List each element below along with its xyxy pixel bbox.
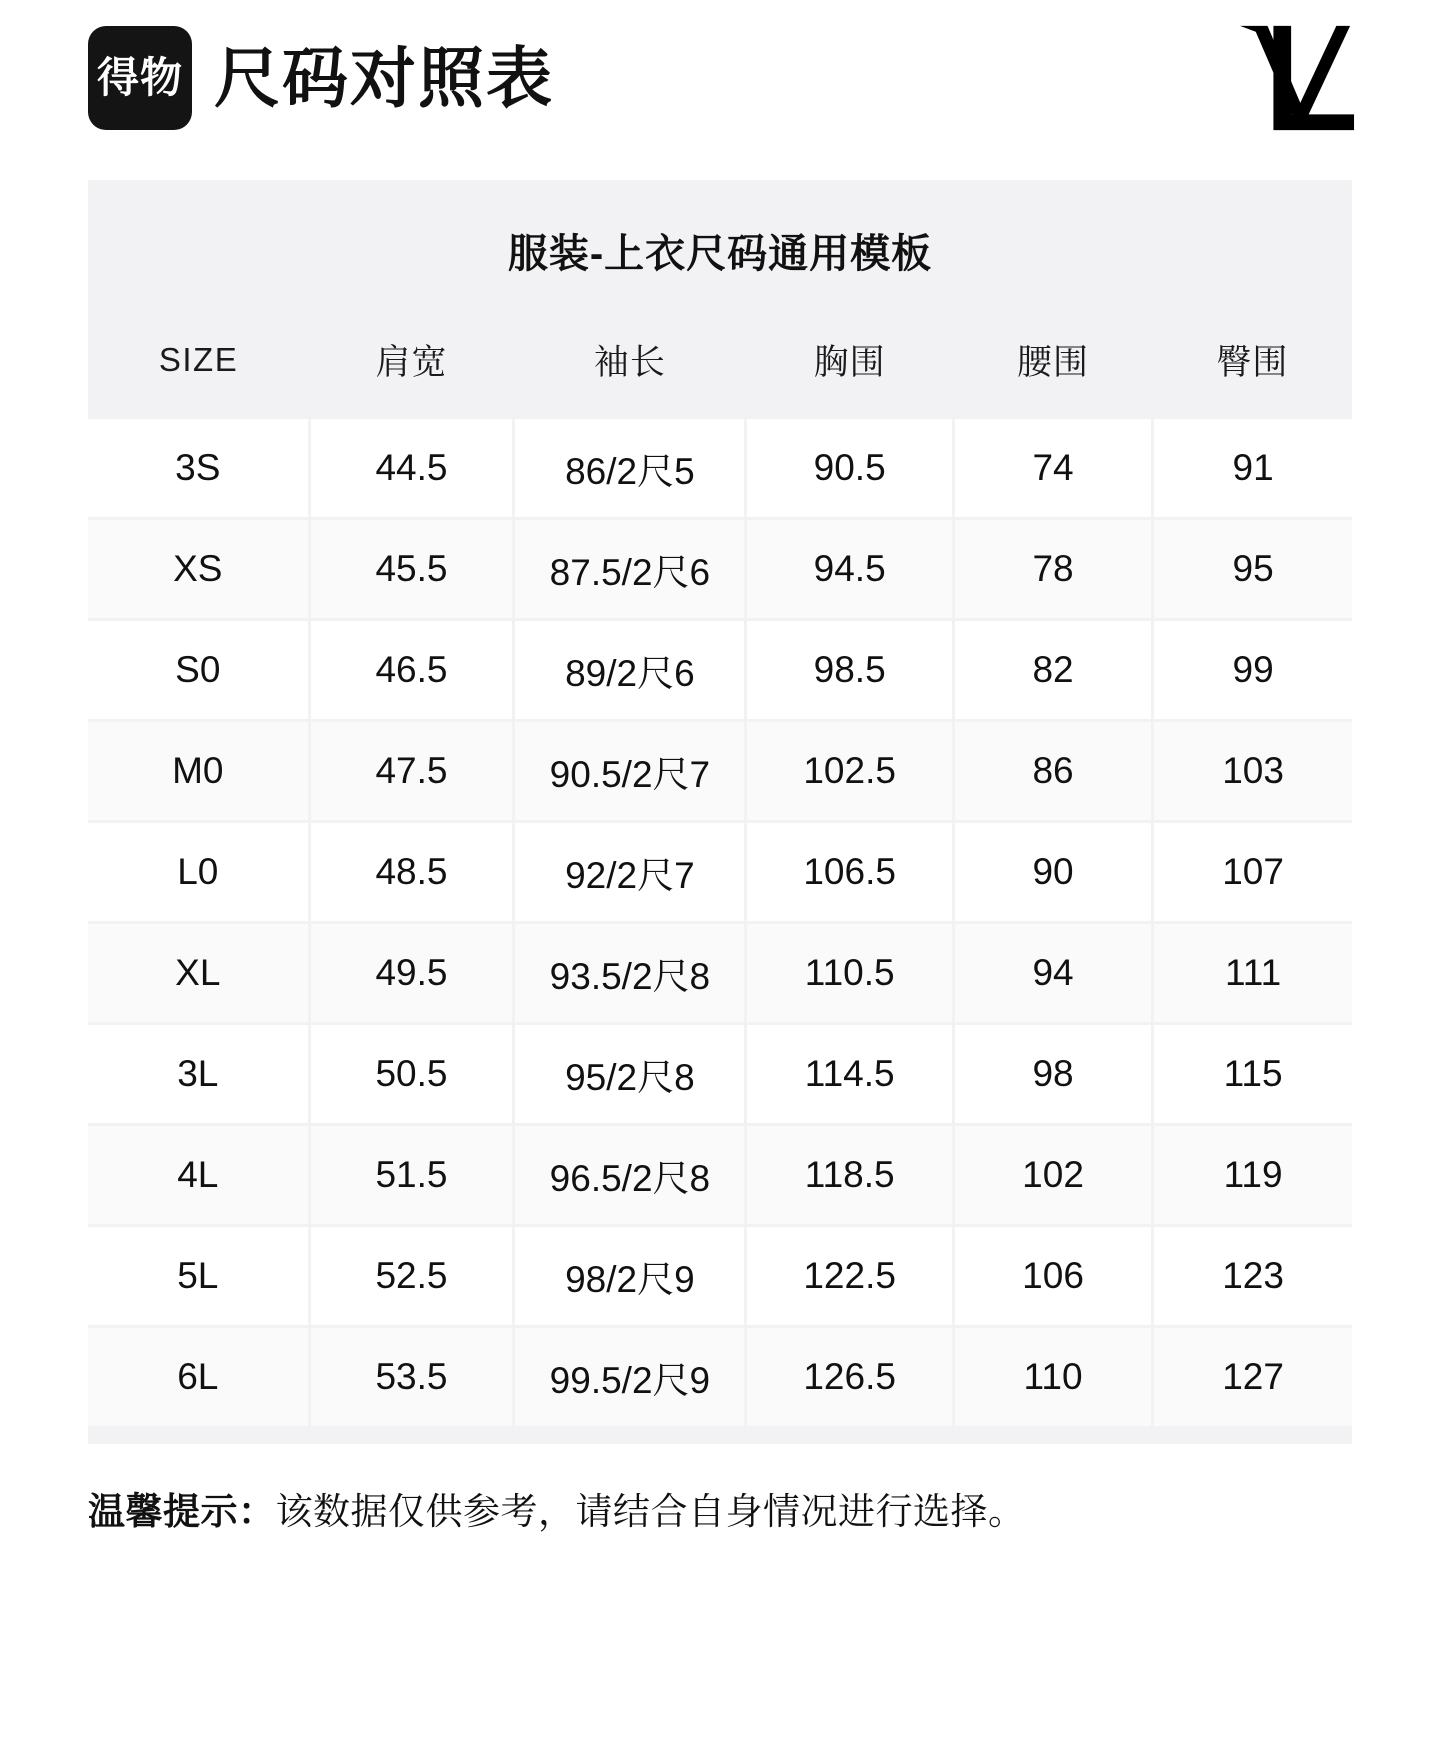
- table-row: [88, 620, 1352, 721]
- cell-bust: 94.5: [746, 519, 953, 620]
- table-head: [88, 317, 1352, 419]
- page-header: [0, 0, 1440, 128]
- cell-bust: 98.5: [746, 620, 953, 721]
- cell-shoulder: 46.5: [309, 620, 514, 721]
- cell-sleeve: 98/2尺9: [514, 1226, 746, 1327]
- cell-hip: 91: [1153, 419, 1352, 519]
- cell-shoulder: 44.5: [309, 419, 514, 519]
- cell-waist: 110: [953, 1327, 1152, 1427]
- cell-size: 3L: [88, 1024, 309, 1125]
- cell-shoulder: 51.5: [309, 1125, 514, 1226]
- dewu-logo-text: 得物: [96, 53, 183, 102]
- table-title: 服装-上衣尺码通用模板: [507, 232, 933, 276]
- cell-shoulder: 49.5: [309, 923, 514, 1024]
- cell-sleeve: 90.5/2尺7: [514, 721, 746, 822]
- column-header-bust: 胸围: [746, 317, 953, 419]
- cell-waist: 106: [953, 1226, 1152, 1327]
- cell-shoulder: 53.5: [309, 1327, 514, 1427]
- cell-bust: 106.5: [746, 822, 953, 923]
- page-title: 尺码对照表: [214, 41, 554, 115]
- cell-waist: 86: [953, 721, 1152, 822]
- cell-hip: 95: [1153, 519, 1352, 620]
- cell-sleeve: 87.5/2尺6: [514, 519, 746, 620]
- table-row: [88, 519, 1352, 620]
- cell-shoulder: 45.5: [309, 519, 514, 620]
- cell-waist: 98: [953, 1024, 1152, 1125]
- cell-size: 5L: [88, 1226, 309, 1327]
- header-left-group: [88, 26, 554, 130]
- cell-hip: 123: [1153, 1226, 1352, 1327]
- table-body: [88, 419, 1352, 1426]
- cell-waist: 78: [953, 519, 1152, 620]
- table-row: [88, 923, 1352, 1024]
- cell-bust: 102.5: [746, 721, 953, 822]
- table-row: [88, 822, 1352, 923]
- card-bottom-spacer: [88, 1426, 1352, 1444]
- table-row: [88, 1125, 1352, 1226]
- cell-size: 4L: [88, 1125, 309, 1226]
- cell-shoulder: 47.5: [309, 721, 514, 822]
- cell-waist: 102: [953, 1125, 1152, 1226]
- table-row: [88, 721, 1352, 822]
- cell-size: S0: [88, 620, 309, 721]
- cell-size: XS: [88, 519, 309, 620]
- size-table: [88, 317, 1352, 1426]
- cell-size: 3S: [88, 419, 309, 519]
- cell-size: 6L: [88, 1327, 309, 1427]
- cell-sleeve: 96.5/2尺8: [514, 1125, 746, 1226]
- cell-bust: 90.5: [746, 419, 953, 519]
- cell-sleeve: 89/2尺6: [514, 620, 746, 721]
- cell-size: L0: [88, 822, 309, 923]
- cell-hip: 111: [1153, 923, 1352, 1024]
- cell-sleeve: 93.5/2尺8: [514, 923, 746, 1024]
- dewu-logo-badge: [88, 26, 192, 130]
- cell-sleeve: 86/2尺5: [514, 419, 746, 519]
- column-header-sleeve: 袖长: [514, 317, 746, 419]
- size-table-card: [88, 180, 1352, 1444]
- cell-shoulder: 48.5: [309, 822, 514, 923]
- cell-size: M0: [88, 721, 309, 822]
- cell-sleeve: 92/2尺7: [514, 822, 746, 923]
- cell-hip: 103: [1153, 721, 1352, 822]
- cell-shoulder: 52.5: [309, 1226, 514, 1327]
- cell-size: XL: [88, 923, 309, 1024]
- column-header-size: SIZE: [88, 317, 309, 419]
- cell-waist: 74: [953, 419, 1152, 519]
- disclaimer-label: 温馨提示：: [88, 1491, 276, 1532]
- cell-shoulder: 50.5: [309, 1024, 514, 1125]
- disclaimer-text: 该数据仅供参考，请结合自身情况进行选择。: [275, 1491, 1026, 1532]
- table-row: [88, 1024, 1352, 1125]
- disclaimer-note: [88, 1488, 1352, 1536]
- table-row: [88, 419, 1352, 519]
- cell-hip: 115: [1153, 1024, 1352, 1125]
- cell-bust: 118.5: [746, 1125, 953, 1226]
- cell-bust: 114.5: [746, 1024, 953, 1125]
- cell-hip: 127: [1153, 1327, 1352, 1427]
- column-header-shoulder: 肩宽: [309, 317, 514, 419]
- column-header-waist: 腰围: [953, 317, 1152, 419]
- table-row: [88, 1327, 1352, 1427]
- cell-bust: 110.5: [746, 923, 953, 1024]
- table-header-row: [88, 317, 1352, 419]
- cell-waist: 90: [953, 822, 1152, 923]
- column-header-hip: 臀围: [1153, 317, 1352, 419]
- cell-sleeve: 95/2尺8: [514, 1024, 746, 1125]
- cell-waist: 94: [953, 923, 1152, 1024]
- cell-hip: 107: [1153, 822, 1352, 923]
- table-row: [88, 1226, 1352, 1327]
- cell-sleeve: 99.5/2尺9: [514, 1327, 746, 1427]
- cell-waist: 82: [953, 620, 1152, 721]
- cell-bust: 126.5: [746, 1327, 953, 1427]
- louis-vuitton-logo-icon: [1234, 20, 1362, 136]
- cell-bust: 122.5: [746, 1226, 953, 1327]
- cell-hip: 99: [1153, 620, 1352, 721]
- cell-hip: 119: [1153, 1125, 1352, 1226]
